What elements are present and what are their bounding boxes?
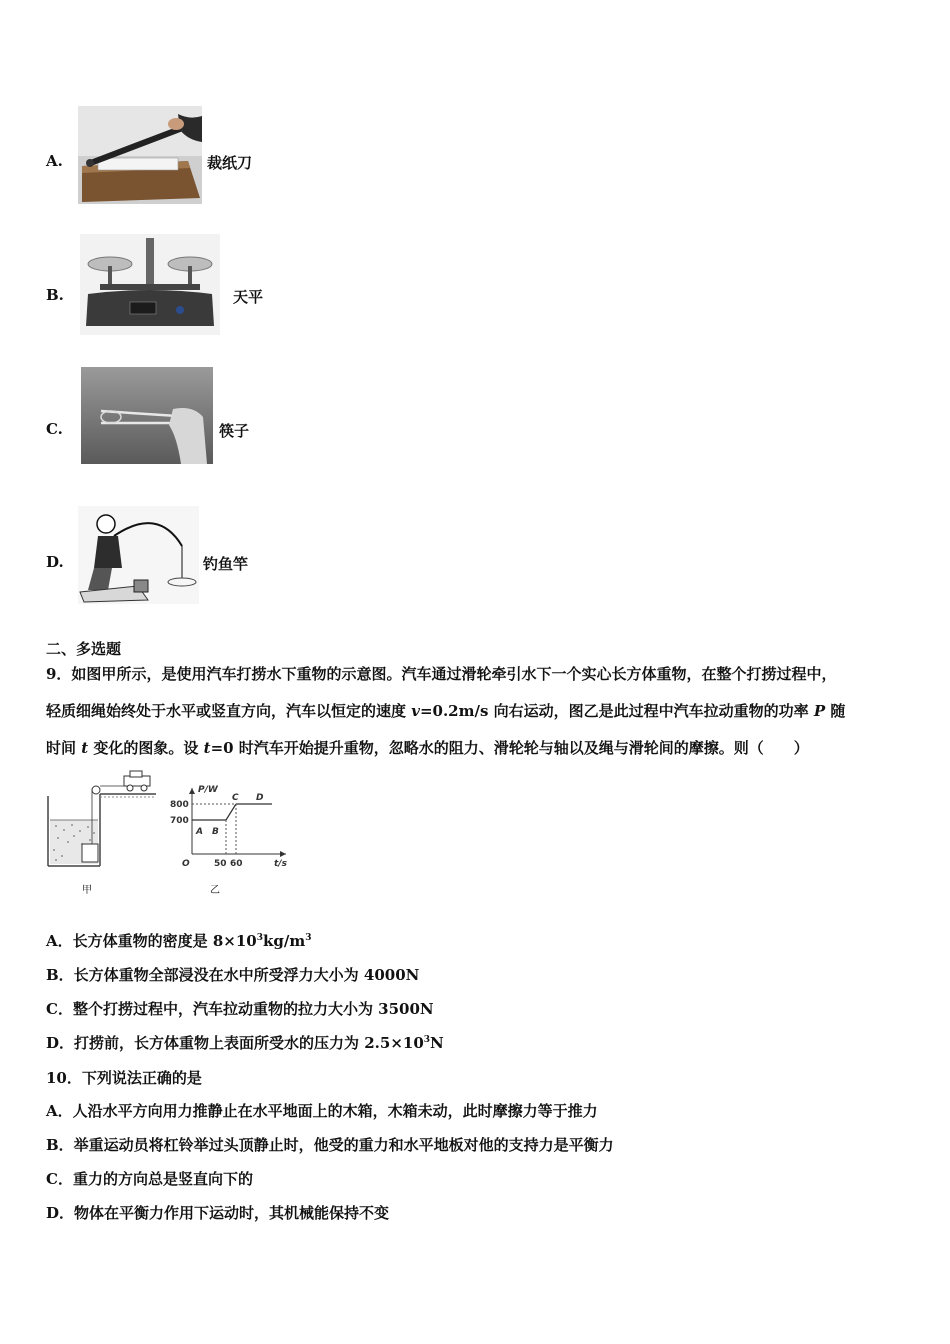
option-b-letter: B. [46, 286, 64, 304]
q10-option-a[interactable]: A．人沿水平方向用力推静止在水平地面上的木箱，木箱未动，此时摩擦力等于推力 [46, 1102, 598, 1120]
q9-line-2: 轻质细绳始终处于水平或竖直方向，汽车以恒定的速度 v=0.2m/s 向右运动，图乙是此过程中汽车拉动重物的功率 P 随 [46, 702, 846, 720]
option-d-letter: D. [46, 553, 64, 571]
q9-line-1: 9．如图甲所示，是使用汽车打捞水下重物的示意图。汽车通过滑轮牵引水下一个实心长方体重物，在整个打捞过程中， [46, 665, 837, 683]
q10-option-b[interactable]: B．举重运动员将杠铃举过头顶静止时，他受的重力和水平地板对他的支持力是平衡力 [46, 1136, 614, 1154]
fishing-rod-image [78, 506, 199, 604]
graph-origin: O [182, 859, 190, 869]
graph-y-tick-800: 800 [170, 800, 189, 810]
chopsticks-image [81, 367, 213, 464]
graph-point-d: D [256, 793, 264, 803]
q9-option-a[interactable]: A．长方体重物的密度是 $8\times 10^3kg/m^3$ [46, 932, 312, 950]
q9-line-3: 时间 t 变化的图象。设 t=0 时汽车开始提升重物，忽略水的阻力、滑轮轮与轴以及绳与滑轮间的摩擦。则（ ） [46, 739, 809, 757]
figure-yi-graph [168, 780, 290, 872]
paper-cutter-image [78, 106, 202, 204]
graph-point-b: B [212, 827, 219, 837]
q9-option-d[interactable]: D．打捞前，长方体重物上表面所受水的压力为 $2.5\times 10^3N$ [46, 1034, 444, 1052]
graph-x-tick-50: 50 [214, 859, 227, 869]
section-title: 二、多选题 [46, 640, 122, 658]
graph-point-a: A [196, 827, 203, 837]
figure-jia-diagram [44, 770, 162, 874]
option-a-letter: A. [46, 152, 63, 170]
q10-stem: 10．下列说法正确的是 [46, 1069, 202, 1087]
q9-option-c[interactable]: C．整个打捞过程中，汽车拉动重物的拉力大小为 3500N [46, 1000, 434, 1018]
option-a-label: 裁纸刀 [207, 154, 253, 172]
option-d-label: 钓鱼竿 [203, 555, 249, 573]
option-c-label: 筷子 [219, 422, 250, 440]
figure-jia-caption: 甲 [82, 885, 92, 896]
option-b-label: 天平 [233, 288, 264, 306]
graph-x-tick-60: 60 [230, 859, 243, 869]
option-c-letter: C. [46, 420, 63, 438]
graph-y-axis-label: P/W [198, 785, 218, 795]
graph-y-tick-700: 700 [170, 816, 189, 826]
balance-scale-image [80, 234, 220, 335]
q10-option-c[interactable]: C．重力的方向总是竖直向下的 [46, 1170, 253, 1188]
graph-point-c: C [232, 793, 239, 803]
graph-x-axis-label: t/s [274, 859, 287, 869]
q9-option-b[interactable]: B．长方体重物全部浸没在水中所受浮力大小为 4000N [46, 966, 420, 984]
figure-yi-caption: 乙 [210, 885, 220, 896]
q10-option-d[interactable]: D．物体在平衡力作用下运动时，其机械能保持不变 [46, 1204, 390, 1222]
